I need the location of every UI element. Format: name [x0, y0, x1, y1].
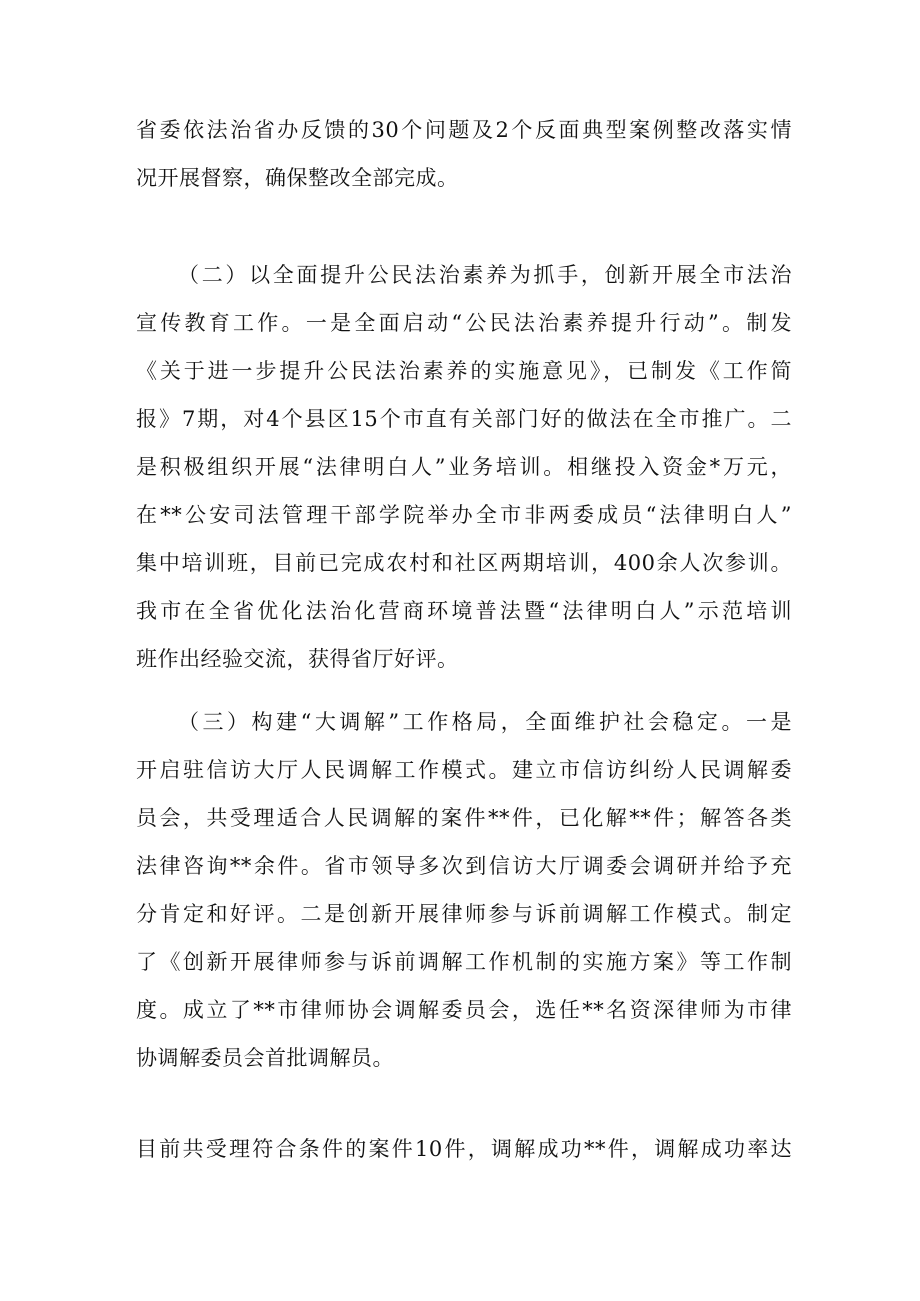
paragraph-legal-literacy	[136, 251, 792, 683]
text-line: 目前共受理符合条件的案件10件，调解成功**件，调解成功率达	[136, 1137, 792, 1161]
text-line: 宣传教育工作。一是全面启动“公民法治素养提升行动”。制发	[136, 311, 792, 335]
text-line: 我市在全省优化法治化营商环境普法暨“法律明白人”示范培训	[136, 599, 792, 623]
paragraph-rectification-supervision	[136, 106, 792, 202]
text-line: 集中培训班，目前已完成农村和社区两期培训，400余人次参训。	[136, 551, 792, 575]
text-line: 员会，共受理适合人民调解的案件**件，已化解**件；解答各类	[136, 806, 792, 830]
text-line: 分肯定和好评。二是创新开展律师参与诉前调解工作模式。制定	[136, 902, 792, 926]
text-line: 开启驻信访大厅人民调解工作模式。建立市信访纠纷人民调解委	[136, 758, 792, 782]
text-line: 度。成立了**市律师协会调解委员会，选任**名资深律师为市律	[136, 998, 792, 1022]
text-line: 班作出经验交流，获得省厅好评。	[136, 647, 459, 671]
paragraph-case-statistics	[136, 1125, 792, 1173]
text-line: 在**公安司法管理干部学院举办全市非两委成员“法律明白人”	[136, 503, 792, 527]
text-line: 《关于进一步提升公民法治素养的实施意见》，已制发《工作简	[136, 359, 792, 383]
text-line: （二）以全面提升公民法治素养为抓手，创新开展全市法治	[178, 263, 792, 287]
paragraph-mediation	[136, 698, 792, 1082]
text-line: 省委依法治省办反馈的30个问题及2个反面典型案例整改落实情	[136, 118, 792, 142]
text-line: 法律咨询**余件。省市领导多次到信访大厅调委会调研并给予充	[136, 854, 792, 878]
text-line: （三）构建“大调解”工作格局，全面维护社会稳定。一是	[178, 710, 792, 734]
text-line: 协调解委员会首批调解员。	[136, 1046, 394, 1070]
text-line: 是积极组织开展“法律明白人”业务培训。相继投入资金*万元，	[136, 455, 792, 479]
text-line: 报》7期，对4个县区15个市直有关部门好的做法在全市推广。二	[136, 407, 792, 431]
text-line: 况开展督察，确保整改全部完成。	[136, 166, 459, 190]
text-line: 了《创新开展律师参与诉前调解工作机制的实施方案》等工作制	[136, 950, 792, 974]
